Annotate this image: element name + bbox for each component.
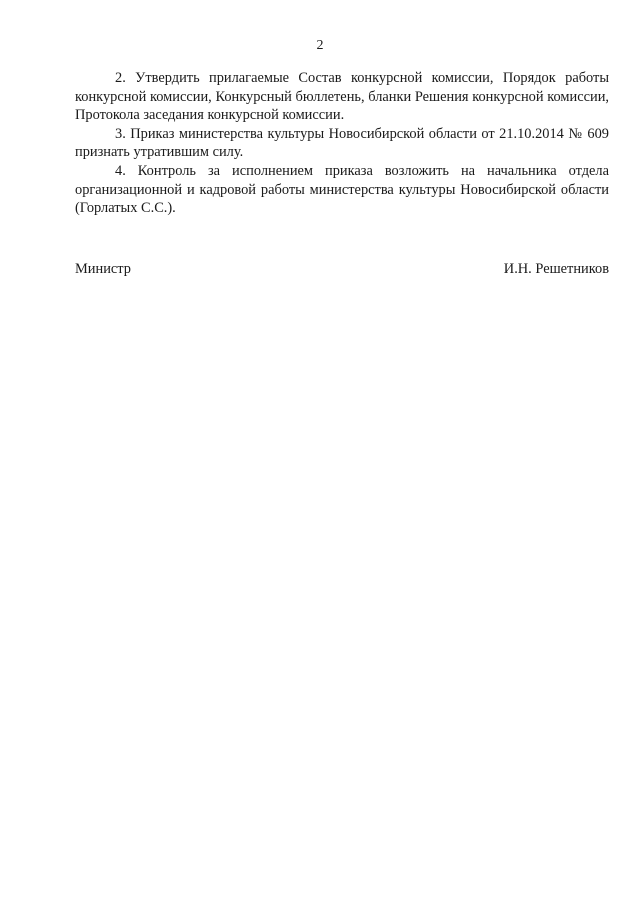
- document-body: [75, 69, 609, 218]
- paragraph-item-3: 3. Приказ министерства культуры Новосибирской области от 21.10.2014 № 609 признать утратившим силу.: [75, 125, 609, 161]
- page-number: 2: [316, 38, 324, 53]
- paragraph-item-4: 4. Контроль за исполнением приказа возложить на начальника отдела организационной и кадровой работы министерства культуры Новосибирской области (Горлатых С.С.).: [75, 162, 609, 217]
- signatory-role: Министр: [75, 261, 131, 277]
- paragraph-item-2: 2. Утвердить прилагаемые Состав конкурсной комиссии, Порядок работы конкурсной комиссии, Конкурсный бюллетень, бланки Решения конкурсной комиссии, Протокола заседания конкурсной комиссии.: [75, 70, 609, 124]
- signatory-name: И.Н. Решетников: [503, 261, 609, 277]
